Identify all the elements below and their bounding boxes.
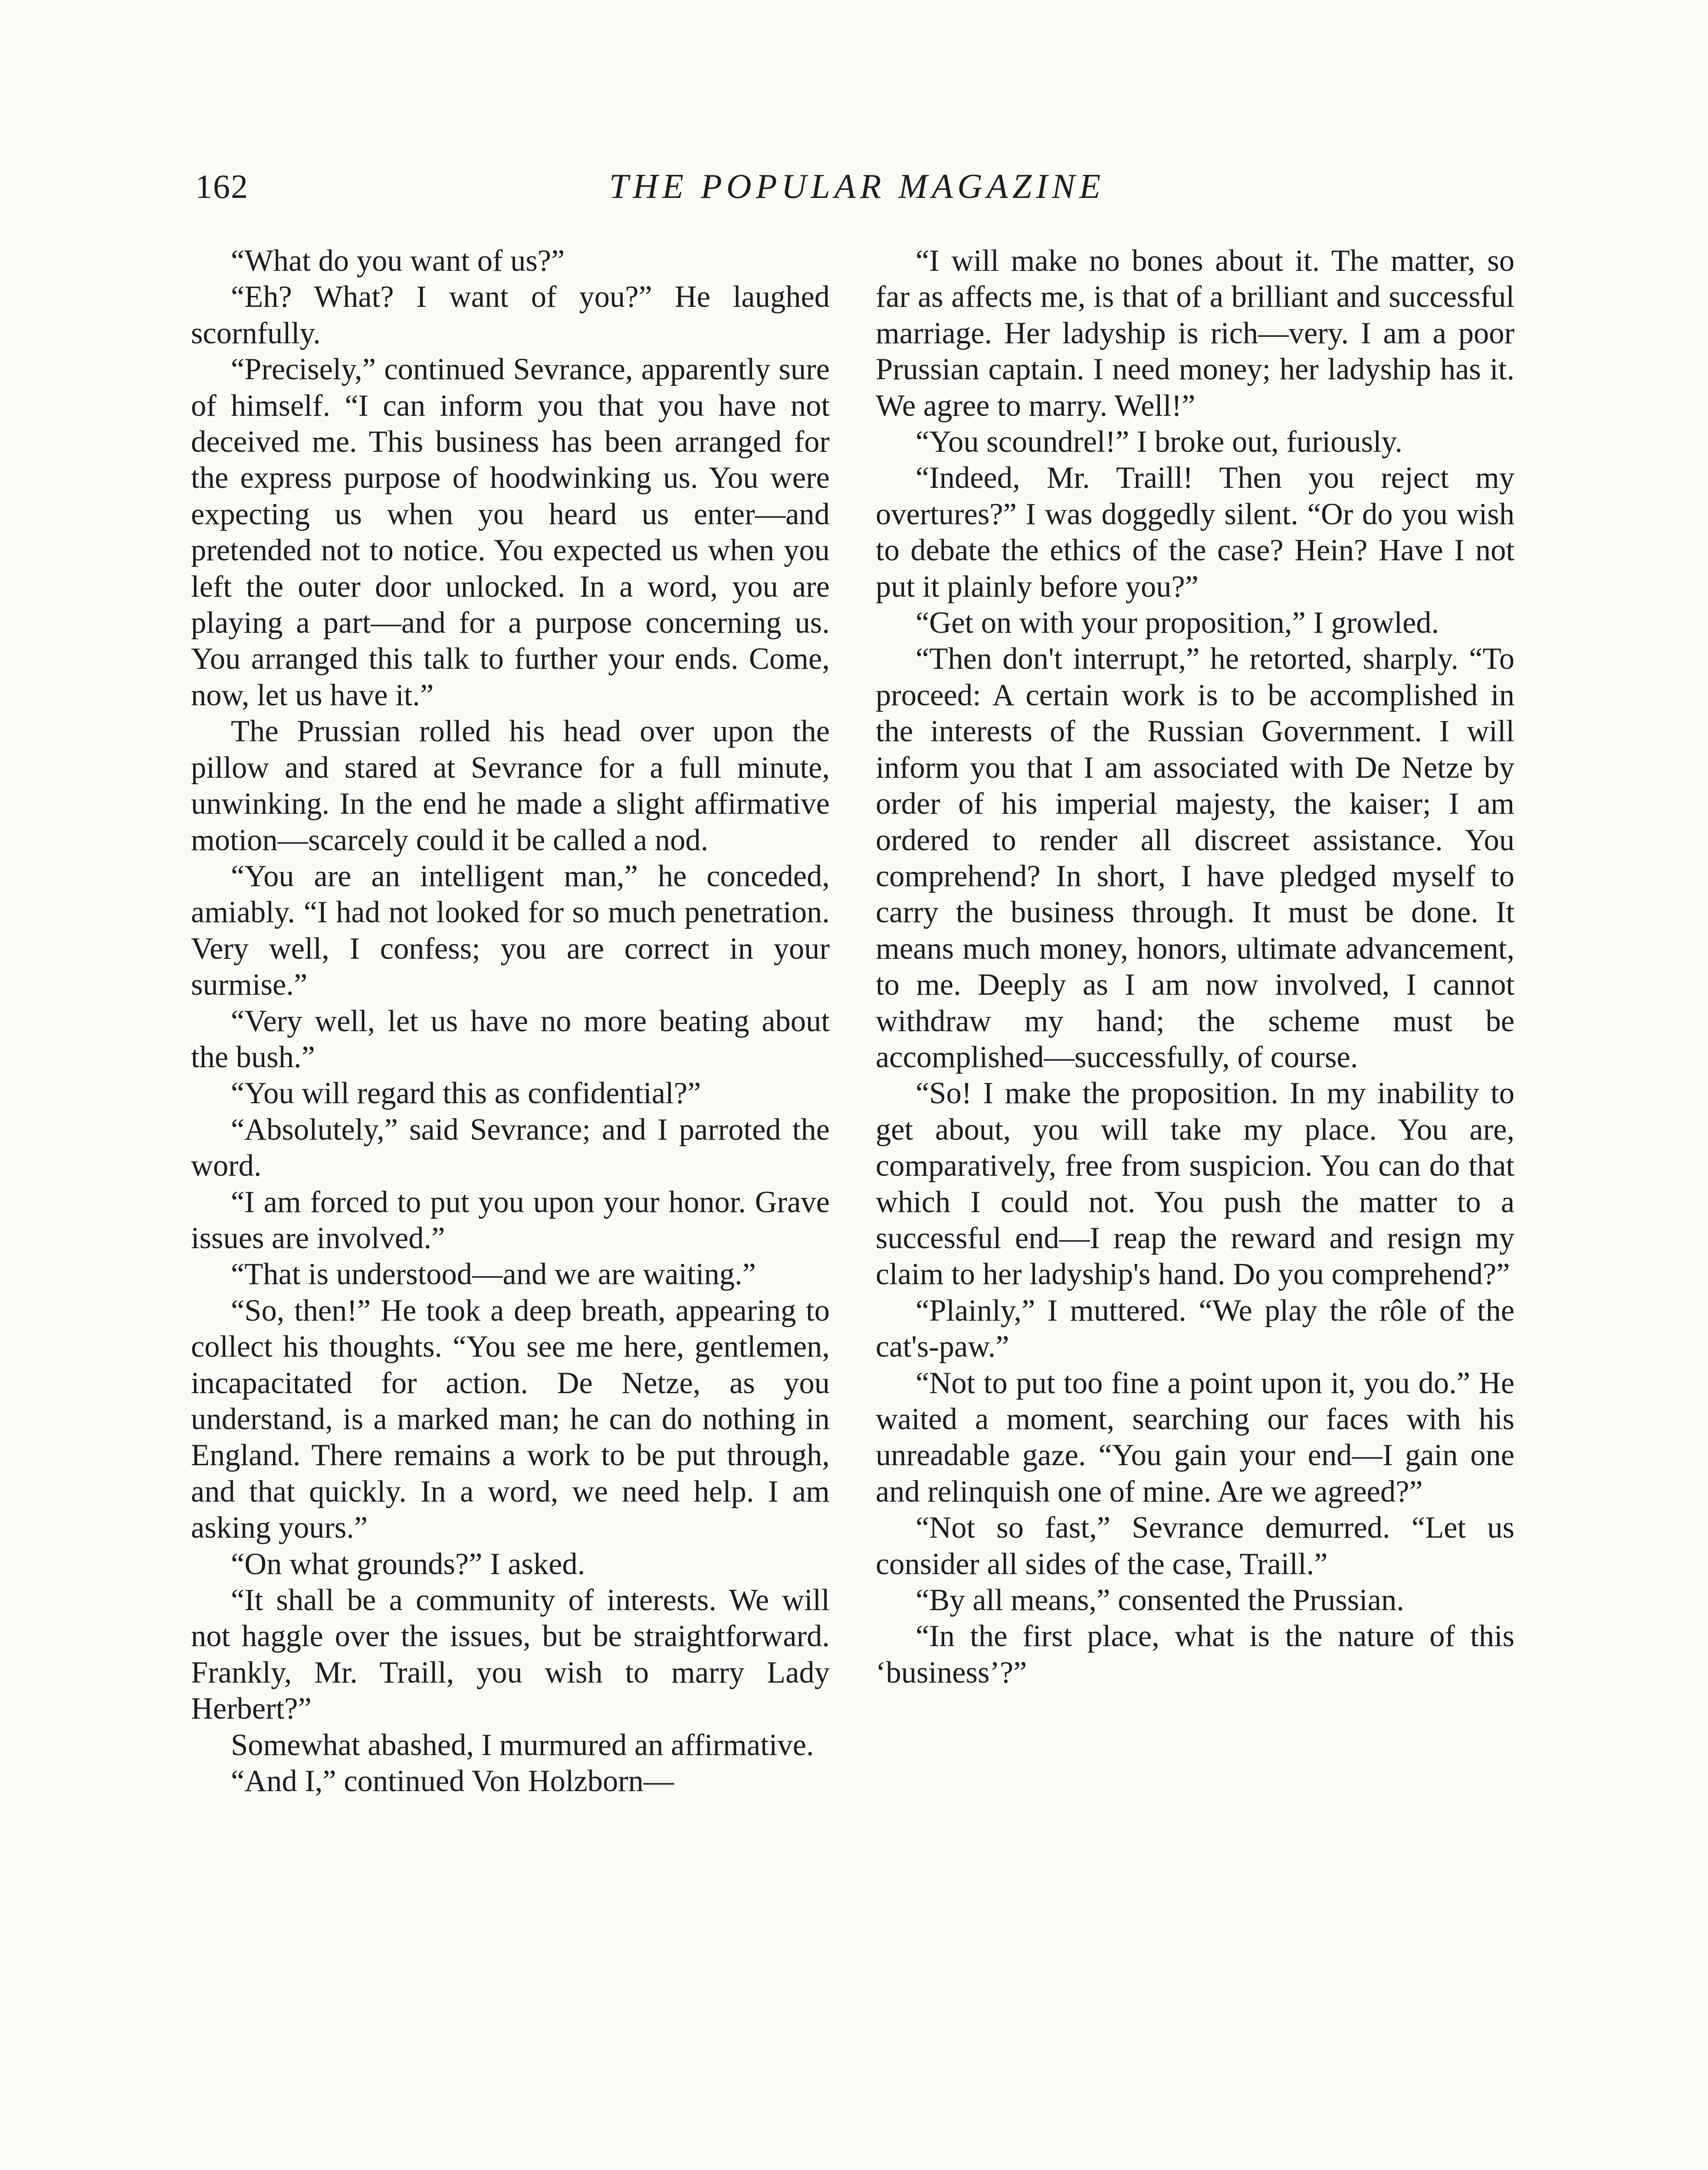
paragraph: “Get on with your proposition,” I growled.: [916, 606, 1439, 640]
paragraph: “It shall be a community of interests. We will not haggle over the issues, but be straightforward. Frankly, Mr. Traill, you wish to marry Lady Herbert?”: [191, 1583, 830, 1726]
left-column: [191, 243, 830, 1799]
paragraph: “Not to put too fine a point upon it, you do.” He waited a moment, searching our faces with his unreadable gaze. “You gain your end—I gain one and relinquish one of mine. Are we agreed?”: [876, 1366, 1514, 1509]
paragraph: “That is understood—and we are waiting.”: [231, 1257, 756, 1292]
paragraph: “Very well, let us have no more beating about the bush.”: [191, 1004, 830, 1074]
paragraph: “By all means,” consented the Prussian.: [916, 1583, 1404, 1618]
paragraph: “Then don't interrupt,” he retorted, sharply. “To proceed: A certain work is to be accomplished in the interests of the Russian Government. I will inform you that I am associated with De Netze by order of his imperial majesty, the kaiser; I am ordered to render all discreet assistance. You comprehend? In short, I have pledged myself to carry the business through. It must be done. It means much money, honors, ultimate advancement, to me. Deeply as I am now involved, I cannot withdraw my hand; the scheme must be accomplished—successfully, of course.: [876, 642, 1514, 1074]
paragraph: “So, then!” He took a deep breath, appearing to collect his thoughts. “You see me here, gentlemen, incapacitated for action. De Netze, as you understand, is a marked man; he can do nothing in England. There remains a work to be put through, and that quickly. In a word, we need help. I am asking yours.”: [191, 1293, 830, 1545]
paragraph: “Not so fast,” Sevrance demurred. “Let us consider all sides of the case, Traill.”: [876, 1511, 1514, 1581]
paragraph: “What do you want of us?”: [231, 244, 565, 278]
paragraph: “In the first place, what is the nature of this ‘business’?”: [876, 1619, 1514, 1690]
paragraph: The Prussian rolled his head over upon the pillow and stared at Sevrance for a full minute, unwinking. In the end he made a slight affirmative motion—scarcely could it be called a nod.: [191, 714, 830, 857]
paragraph: “And I,” continued Von Holzborn—: [231, 1764, 674, 1798]
paragraph: “So! I make the proposition. In my inability to get about, you will take my place. You are, comparatively, free from suspicion. You can do that which I could not. You push the matter to a successful end—I reap the reward and resign my claim to her ladyship's hand. Do you comprehend?”: [876, 1076, 1514, 1292]
page-header: [195, 167, 1519, 219]
paragraph: “Indeed, Mr. Traill! Then you reject my overtures?” I was doggedly silent. “Or do you wish to debate the ethics of the case? Hein? Have I not put it plainly before you?”: [876, 461, 1514, 604]
page-number: 162: [195, 168, 249, 205]
paragraph: “You will regard this as confidential?”: [231, 1076, 701, 1111]
right-column: [876, 243, 1514, 1691]
paragraph: “Absolutely,” said Sevrance; and I parroted the word.: [191, 1112, 830, 1183]
running-title: THE POPULAR MAGAZINE: [609, 168, 1105, 206]
paragraph: “Plainly,” I muttered. “We play the rôle of the cat's-paw.”: [876, 1293, 1514, 1364]
paragraph: Somewhat abashed, I murmured an affirmative.: [231, 1728, 814, 1762]
paragraph: “You scoundrel!” I broke out, furiously.: [916, 425, 1403, 459]
paragraph: “You are an intelligent man,” he conceded, amiably. “I had not looked for so much penetration. Very well, I confess; you are correct in your surmise.”: [191, 859, 830, 1002]
paragraph: “Precisely,” continued Sevrance, apparently sure of himself. “I can inform you that you have not deceived me. This business has been arranged for the express purpose of hoodwinking us. You were expecting us when you heard us enter—and pretended not to notice. You expected us when you left the outer door unlocked. In a word, you are playing a part—and for a purpose concerning us. You arranged this talk to further your ends. Come, now, let us have it.”: [191, 352, 830, 712]
paragraph: “I will make no bones about it. The matter, so far as affects me, is that of a brilliant and successful marriage. Her ladyship is rich—very. I am a poor Prussian captain. I need money; her ladyship has it. We agree to marry. Well!”: [876, 244, 1514, 423]
paragraph: “I am forced to put you upon your honor. Grave issues are involved.”: [191, 1185, 830, 1255]
paragraph: “Eh? What? I want of you?” He laughed scornfully.: [191, 280, 830, 350]
paragraph: “On what grounds?” I asked.: [231, 1547, 585, 1581]
